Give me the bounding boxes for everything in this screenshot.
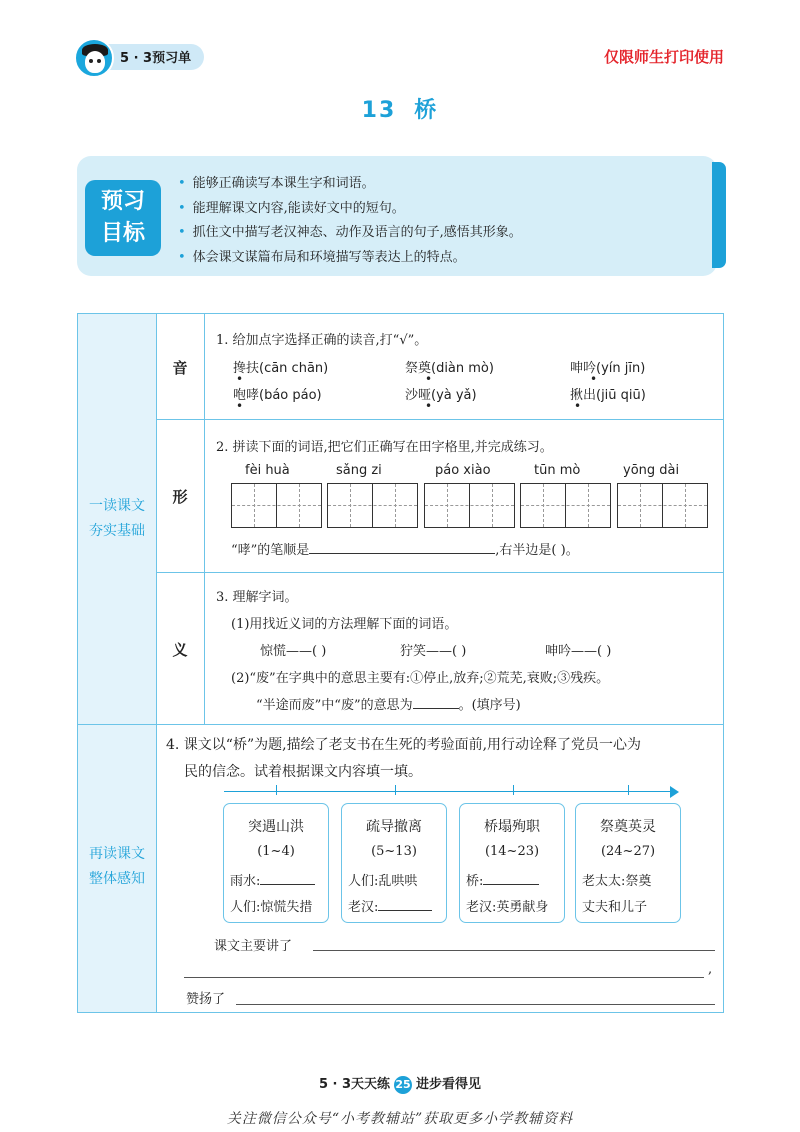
- card-blank[interactable]: [260, 871, 315, 885]
- grid-pinyin: yōng dài: [623, 463, 680, 478]
- section1-label: [77, 494, 157, 544]
- q3-fill: [256, 694, 521, 713]
- goal-item: • 能够正确读写本课生字和词语。: [178, 172, 522, 197]
- goals-badge: [85, 180, 161, 256]
- card-line1: 人们:乱哄哄: [348, 874, 418, 889]
- card-title: 突遇山洪: [248, 819, 304, 835]
- timeline-arrow-head: [670, 786, 679, 798]
- section1-label-line2: 夯实基础: [89, 523, 145, 539]
- goal-item: • 抓住文中描写老汉神态、动作及语言的句子,感悟其形象。: [178, 221, 522, 246]
- emphasis-dot: •: [236, 399, 244, 413]
- timeline-tick: [276, 785, 277, 795]
- praise-line[interactable]: [236, 1004, 715, 1005]
- card-blank[interactable]: [483, 871, 539, 885]
- lesson-number: 13: [361, 98, 397, 123]
- page-footer: [0, 1073, 800, 1094]
- stroke-order-question: [231, 539, 579, 558]
- table-divider: [156, 419, 724, 420]
- card-line1: 老太太:祭奠: [582, 874, 652, 889]
- table-divider: [156, 572, 724, 573]
- footer-slogan: 进步看得见: [416, 1077, 482, 1092]
- card-range: (1~4): [257, 844, 295, 859]
- goals-badge-line2: 目标: [100, 221, 145, 246]
- table-divider: [77, 724, 724, 725]
- goals-tab: [712, 162, 726, 268]
- card-title: 桥塌殉职: [484, 819, 540, 835]
- lesson-name: 桥: [414, 98, 439, 123]
- stroke-order-prefix: “哮”的笔顺是: [231, 543, 310, 558]
- synonym-item[interactable]: 惊慌——( ): [260, 644, 327, 659]
- card-line1: [466, 870, 539, 889]
- grid-pinyin: páo xiào: [435, 463, 491, 478]
- timeline-arrow: [224, 791, 674, 792]
- card-line2: 人们:惊慌失措: [230, 900, 313, 915]
- tianzi-grid[interactable]: [520, 483, 611, 528]
- card-line1-text: 桥:: [466, 874, 484, 889]
- goals-badge-line1: 预习: [100, 189, 145, 214]
- card-line1-text: 雨水:: [230, 874, 261, 889]
- summary-prefix: 课文主要讲了: [214, 939, 293, 954]
- summary-line[interactable]: [313, 950, 715, 951]
- card-title: 疏导撤离: [366, 819, 422, 835]
- emphasis-dot: •: [425, 372, 433, 386]
- q3-prompt: 3. 理解字词。: [216, 590, 298, 605]
- synonym-item[interactable]: 狞笑——( ): [400, 644, 467, 659]
- plot-card: [223, 803, 329, 923]
- series-label: 5 · 3预习单: [120, 51, 192, 66]
- footer-brand: 5 · 3天天练: [318, 1077, 391, 1092]
- q4-prompt-line2: 民的信念。试着根据课文内容填一填。: [184, 764, 422, 780]
- tianzi-grid[interactable]: [617, 483, 708, 528]
- timeline-tick: [513, 785, 514, 795]
- footer-note: 关注微信公众号“小考教辅站”获取更多小学教辅资料: [226, 1111, 574, 1127]
- timeline-tick: [395, 785, 396, 795]
- praise-prefix: 赞扬了: [186, 992, 226, 1007]
- card-range: (24~27): [600, 844, 656, 859]
- table-divider: [156, 313, 157, 1013]
- emphasis-dot: •: [236, 372, 244, 386]
- sub-label-shape: 形: [172, 488, 188, 506]
- section2-label: [77, 842, 157, 892]
- emphasis-dot: •: [590, 372, 598, 386]
- section2-label-line1: 再读课文: [89, 846, 145, 862]
- card-line2: [348, 896, 432, 915]
- q1-item[interactable]: 揪出(jiū qiū): [570, 388, 646, 403]
- card-range: (5~13): [371, 844, 417, 859]
- q1-item[interactable]: 搀扶(cān chān): [233, 361, 329, 376]
- restriction-notice: 仅限师生打印使用: [603, 48, 724, 66]
- page-title: [0, 93, 800, 124]
- card-line1: [230, 870, 315, 889]
- card-line2-text: 老汉:: [348, 900, 379, 915]
- q3-fill-blank[interactable]: [413, 695, 459, 709]
- goals-list: [178, 172, 522, 270]
- stroke-order-blank[interactable]: [309, 540, 495, 554]
- q3-fill-prefix: “半途而废”中“废”的意思为: [256, 698, 413, 713]
- q2-prompt: 2. 拼读下面的词语,把它们正确写在田字格里,并完成练习。: [216, 440, 553, 455]
- plot-card: [341, 803, 447, 923]
- plot-card: [575, 803, 681, 923]
- card-title: 祭奠英灵: [600, 819, 656, 835]
- tianzi-grid[interactable]: [231, 483, 322, 528]
- card-blank[interactable]: [378, 897, 432, 911]
- sub-label-sound: 音: [172, 359, 188, 377]
- grid-pinyin: fèi huà: [245, 463, 290, 478]
- q1-item[interactable]: 咆哮(báo páo): [233, 388, 322, 403]
- q4-prompt-line1: 4. 课文以“桥”为题,描绘了老支书在生死的考验面前,用行动诠释了党员一心为: [166, 737, 642, 753]
- q1-item[interactable]: 呻吟(yín jīn): [570, 361, 646, 376]
- tianzi-grid[interactable]: [327, 483, 418, 528]
- goal-item: • 能理解课文内容,能读好文中的短句。: [178, 197, 522, 222]
- sub-label-meaning: 义: [172, 641, 188, 659]
- q3-sub2: (2)“废”在字典中的意思主要有:①停止,放弃;②荒芜,衰败;③残疾。: [231, 671, 610, 686]
- card-range: (14~23): [484, 844, 540, 859]
- q3-sub1: (1)用找近义词的方法理解下面的词语。: [231, 617, 458, 632]
- emphasis-dot: •: [574, 399, 582, 413]
- summary-line[interactable]: [184, 977, 704, 978]
- stroke-order-suffix: ,右半边是( )。: [495, 543, 579, 558]
- q3-fill-suffix: 。(填序号): [458, 698, 521, 713]
- section2-label-line2: 整体感知: [89, 871, 145, 887]
- q1-prompt: 1. 给加点字选择正确的读音,打“√”。: [216, 333, 428, 348]
- emphasis-dot: •: [425, 399, 433, 413]
- summary-comma: ,: [708, 962, 713, 977]
- q1-item[interactable]: 沙哑(yà yǎ): [405, 388, 477, 403]
- grid-pinyin: tūn mò: [534, 463, 581, 478]
- table-divider: [204, 313, 205, 724]
- tianzi-grid[interactable]: [424, 483, 515, 528]
- card-line2: 老汉:英勇献身: [466, 900, 549, 915]
- goal-item: • 体会课文谋篇布局和环境描写等表达上的特点。: [178, 246, 522, 271]
- plot-card: [459, 803, 565, 923]
- synonym-item[interactable]: 呻吟——( ): [545, 644, 612, 659]
- student-avatar-icon: [74, 38, 114, 78]
- grid-pinyin: sǎng zi: [336, 463, 382, 478]
- card-line2: 丈夫和儿子: [582, 900, 648, 915]
- page-number: 25: [394, 1076, 412, 1094]
- timeline-tick: [628, 785, 629, 795]
- q1-item[interactable]: 祭奠(diàn mò): [405, 361, 494, 376]
- section1-label-line1: 一读课文: [89, 498, 145, 514]
